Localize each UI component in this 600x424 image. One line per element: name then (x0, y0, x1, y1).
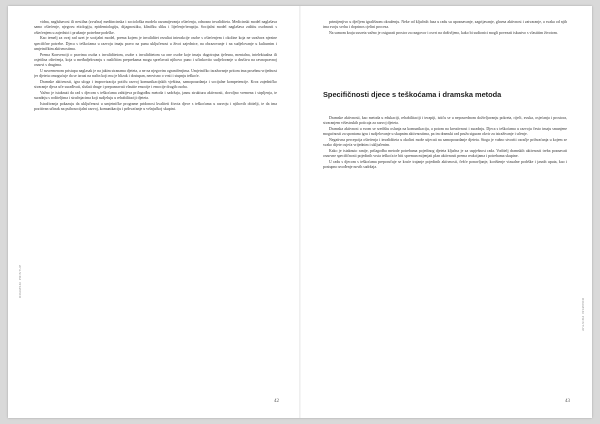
left-body-text (34, 20, 277, 390)
section-heading: Specifičnosti djece s teškoćama i dramska metoda (323, 90, 502, 100)
left-paragraph: Važno je istaknuti da rad s djecom s teškoćama zahtijeva prilagodbu metoda i sadržaja, jasnu strukturu aktivnosti, dovoljno vremena i strpljenja, te suradnju s roditeljima i stručnjacima koji sudjeluju u rehabilitaciji djeteta. (34, 90, 277, 100)
left-paragraph: Prema Konvenciji o pravima osoba s invaliditetom, osobe s invaliditetom su one osobe koje imaju dugotrajna tjelesna, mentalna, intelektualna ili osjetilna oštećenja, koja u međudjelovanju s različitim preprekama mogu sprečavati njihovo puno i učinkovito sudjelovanje u društvu na ravnopravnoj osnovi s drugima. (34, 52, 277, 67)
left-paragraph: Istraživanja pokazuju da uključenost u umjetničke programe pridonosi kvaliteti života djece s teškoćama u razvoju i njihovih obitelji, te da ima pozitivan učinak na psihosocijalni razvoj, komunikaciju i prihvaćanje u vršnjačkoj skupini. (34, 101, 277, 111)
left-paragraph: vidna, nagluhavost ili nestilna (zvučna) mediincinska i sociološka modela razumijevanja oštećenja, odnosno invaliditeta. Medicinski model naglašava samo oštećenje, njegovu etiologiju, epidemiologiju, dijagnostiku, kliničku sliku i liječenje/terapiju. Socijalni model naglašava zaštitu osobnosti s oštećenjem u zajednici i pružanje potrebne podrške. (34, 20, 277, 35)
left-page (8, 6, 299, 418)
left-page-number: 42 (274, 399, 279, 404)
right-paragraph: Kako je istaknuto ranije, prilagodba metode potrebama pojedinog djeteta ključna je za uspješnost rada. Voditelj dramskih aktivnosti treba poznavati osnovne specifičnosti pojedinih vrsta teškoća te biti spreman mijenjati plan aktivnosti prema reakcijama i potrebama skupine. (323, 149, 567, 159)
left-paragraph: Kao temelj za ovaj rad uzet je socijalni model, prema kojem je invaliditet rezultat interakcije osobe s oštećenjem i okoline koja ne uvažava njezine specifične potrebe. Djeca s teškoćama u razvoju imaju pravo na punu uključenost u život zajednice, na obrazovanje i na sudjelovanje u kulturnim i umjetničkim aktivnostima. (34, 36, 277, 51)
right-intro-paragraph: Na samom kraju susreta važno je osigurati prostor za razgovor i osvrt na doživljeno, kako bi sudionici mogli povezati iskustvo s vlastitim životom. (329, 31, 558, 35)
right-intro-text (323, 20, 567, 66)
left-paragraph: Dramske aktivnosti, igra uloga i improvizacija potiču razvoj komunikacijskih vještina, samopouzdanja i socijalne kompetencije. Kroz zajedničko stvaranje djeca uče surađivati, slušati druge i prepoznavati vlastite emocije i emocije drugih osoba. (34, 79, 277, 89)
right-page (301, 6, 592, 418)
right-paragraph: Dramske aktivnosti, kao metoda u edukaciji, rehabilitaciji i terapiji, ističu se u neposrednom doživljavanju pokreta, riječi, zvuka, osjećanja i prostora, stvaranjem višestrukih poticaja za razvoj djeteta. (323, 116, 567, 126)
document-spread (8, 6, 592, 418)
right-paragraph: U radu s djecom s teškoćama preporučuje se kraće trajanje pojedinih aktivnosti, češće ponavljanje, korištenje vizualne podrške i jasnih uputa, kao i postupno uvođenje novih sadržaja. (323, 160, 567, 170)
left-running-header: DRAMSKI PRISTUP (18, 264, 22, 298)
right-intro-paragraph: primijenjivo u dječjem igrališnom okruženju. Neke od ključnih faza u radu su upoznavanje, zagrijavanje, glavna aktivnost i zatvaranje, a svaka od njih ima svoju svrhu i doprinos cjelini procesa. (323, 20, 567, 30)
right-body-text (323, 116, 567, 392)
right-page-number: 43 (565, 399, 570, 404)
right-paragraph: Negativna percepcija oštećenja i invaliditeta u okolini može utjecati na samopouzdanje djeteta. Stoga je važno stvoriti ozračje prihvaćanja u kojem se svako dijete osjeća vrijednim i uključenim. (323, 138, 567, 148)
right-paragraph: Dramska aktivnost u svom se središtu oslanja na komunikaciju, a potom na kreativnost i suradnju. Djeca s teškoćama u razvoju često imaju smanjene mogućnosti za spontanu igru i sudjelovanje u skupnim aktivnostima, pa im dramski rad pruža siguran okvir za istraživanje i učenje. (323, 127, 567, 137)
left-paragraph: U suvremenom pristupu naglasak je na jakim stranama djeteta, a ne na njegovim ograničenjima. Umjetničko izražavanje pritom ima posebnu vrijednost jer djetetu omogućuje da se izrazi na način koji mu je blizak i dostupan, neovisno o vrsti i stupnju teškoće. (34, 68, 277, 78)
right-running-header: DRAMSKI PRISTUP (581, 298, 585, 332)
